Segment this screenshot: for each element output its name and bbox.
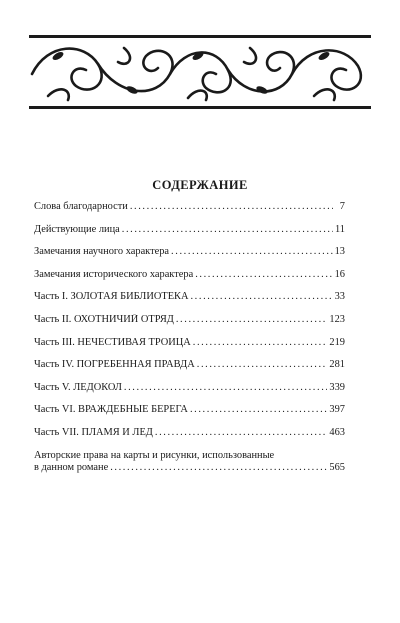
scroll-vine-ornament-icon <box>28 34 372 110</box>
toc-entry-page: 463 <box>329 426 345 438</box>
toc-entry-label-line1: Авторские права на карты и рисунки, использованные <box>34 449 275 461</box>
table-of-contents <box>34 201 345 474</box>
toc-entry-page: 123 <box>329 313 345 325</box>
toc-entry <box>34 269 345 281</box>
dot-leader <box>195 269 332 281</box>
toc-entry-label: Часть IV. ПОГРЕБЕННАЯ ПРАВДА <box>34 359 195 371</box>
dot-leader <box>176 314 328 326</box>
toc-entry <box>34 427 345 439</box>
toc-entry-label: Замечания исторического характера <box>34 268 194 280</box>
toc-entry-label-line2: в данном романе <box>34 461 109 473</box>
dot-leader <box>130 201 333 213</box>
toc-entry-label: Слова благодарности <box>34 201 128 212</box>
dot-leader <box>190 291 332 303</box>
toc-title: СОДЕРЖАНИЕ <box>152 178 248 192</box>
toc-entry-page: 33 <box>334 291 345 303</box>
toc-entry <box>34 337 345 349</box>
toc-entry-page: 397 <box>329 404 345 416</box>
dot-leader <box>110 462 327 474</box>
toc-entry-label: Часть III. НЕЧЕСТИВАЯ ТРОИЦА <box>34 336 191 348</box>
header-ornament <box>28 34 372 110</box>
toc-entry-page: 11 <box>334 223 345 235</box>
dot-leader <box>171 246 333 258</box>
toc-entry <box>34 224 345 236</box>
toc-entry-label: Действующие лица <box>34 223 120 235</box>
dot-leader <box>190 404 327 416</box>
toc-entry-label: Часть I. ЗОЛОТАЯ БИБЛИОТЕКА <box>34 291 189 303</box>
toc-entry-page: 219 <box>329 336 345 348</box>
toc-entry-page: 339 <box>329 381 345 393</box>
toc-entry <box>34 404 345 416</box>
toc-entry-label: Часть V. ЛЕДОКОЛ <box>34 381 122 393</box>
toc-entry <box>34 382 345 394</box>
toc-entry-page: 16 <box>334 268 345 280</box>
toc-entry-page: 565 <box>329 461 345 473</box>
toc-entry-label: Часть VI. ВРАЖДЕБНЫЕ БЕРЕГА <box>34 404 188 416</box>
toc-entry <box>34 314 345 326</box>
toc-entry <box>34 359 345 371</box>
toc-entry-label: Часть II. ОХОТНИЧИЙ ОТРЯД <box>34 313 174 325</box>
toc-entry-label: Замечания научного характера <box>34 246 170 258</box>
toc-entry <box>34 450 345 474</box>
dot-leader <box>197 359 328 371</box>
dot-leader <box>124 382 328 394</box>
toc-entry <box>34 201 345 213</box>
toc-entry-page: 7 <box>339 201 345 212</box>
toc-entry <box>34 246 345 258</box>
toc-entry-page: 281 <box>329 359 345 371</box>
dot-leader <box>193 337 328 349</box>
toc-entry-page: 13 <box>334 246 345 258</box>
toc-entry <box>34 291 345 303</box>
dot-leader <box>155 427 328 439</box>
dot-leader <box>122 224 333 236</box>
toc-entry-label: Часть VII. ПЛАМЯ И ЛЕД <box>34 426 153 438</box>
